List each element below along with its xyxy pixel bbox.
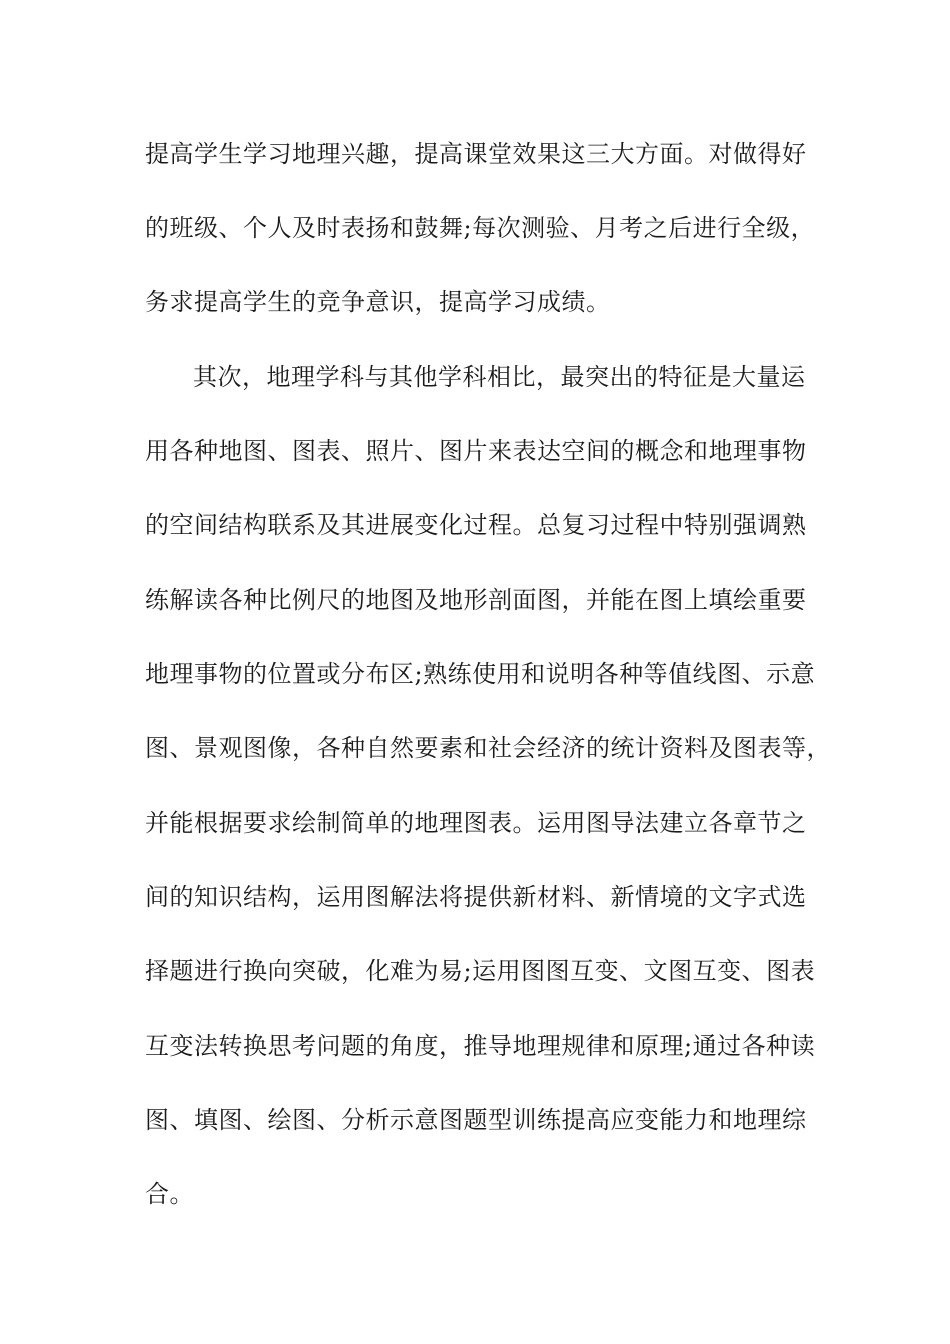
text-line: 图、填图、绘图、分析示意图题型训练提高应变能力和地理综	[145, 1106, 807, 1134]
text-line: 的空间结构联系及其进展变化过程。总复习过程中特别强调熟	[145, 511, 807, 539]
text-line: 务求提高学生的竞争意识，提高学习成绩。	[145, 288, 611, 316]
text-line: 合。	[145, 1180, 194, 1208]
text-line: 提高学生学习地理兴趣，提高课堂效果这三大方面。对做得好	[145, 140, 807, 168]
text-line: 并能根据要求绘制简单的地理图表。运用图导法建立各章节之	[145, 809, 807, 837]
text-line: 图、景观图像，各种自然要素和社会经济的统计资料及图表等，	[145, 734, 831, 762]
text-line: 的班级、个人及时表扬和鼓舞;每次测验、月考之后进行全级，	[145, 214, 816, 242]
text-line: 间的知识结构，运用图解法将提供新材料、新情境的文字式选	[145, 883, 807, 911]
text-line: 练解读各种比例尺的地图及地形剖面图，并能在图上填绘重要	[145, 586, 807, 614]
paragraph-first-line: 其次，地理学科与其他学科相比，最突出的特征是大量运	[193, 363, 806, 391]
text-line: 地理事物的位置或分布区;熟练使用和说明各种等值线图、示意	[145, 660, 816, 688]
text-line: 用各种地图、图表、照片、图片来表达空间的概念和地理事物	[145, 437, 807, 465]
text-line: 择题进行换向突破，化难为易;运用图图互变、文图互变、图表	[145, 957, 816, 985]
text-line: 互变法转换思考问题的角度，推导地理规律和原理;通过各种读	[145, 1032, 816, 1060]
